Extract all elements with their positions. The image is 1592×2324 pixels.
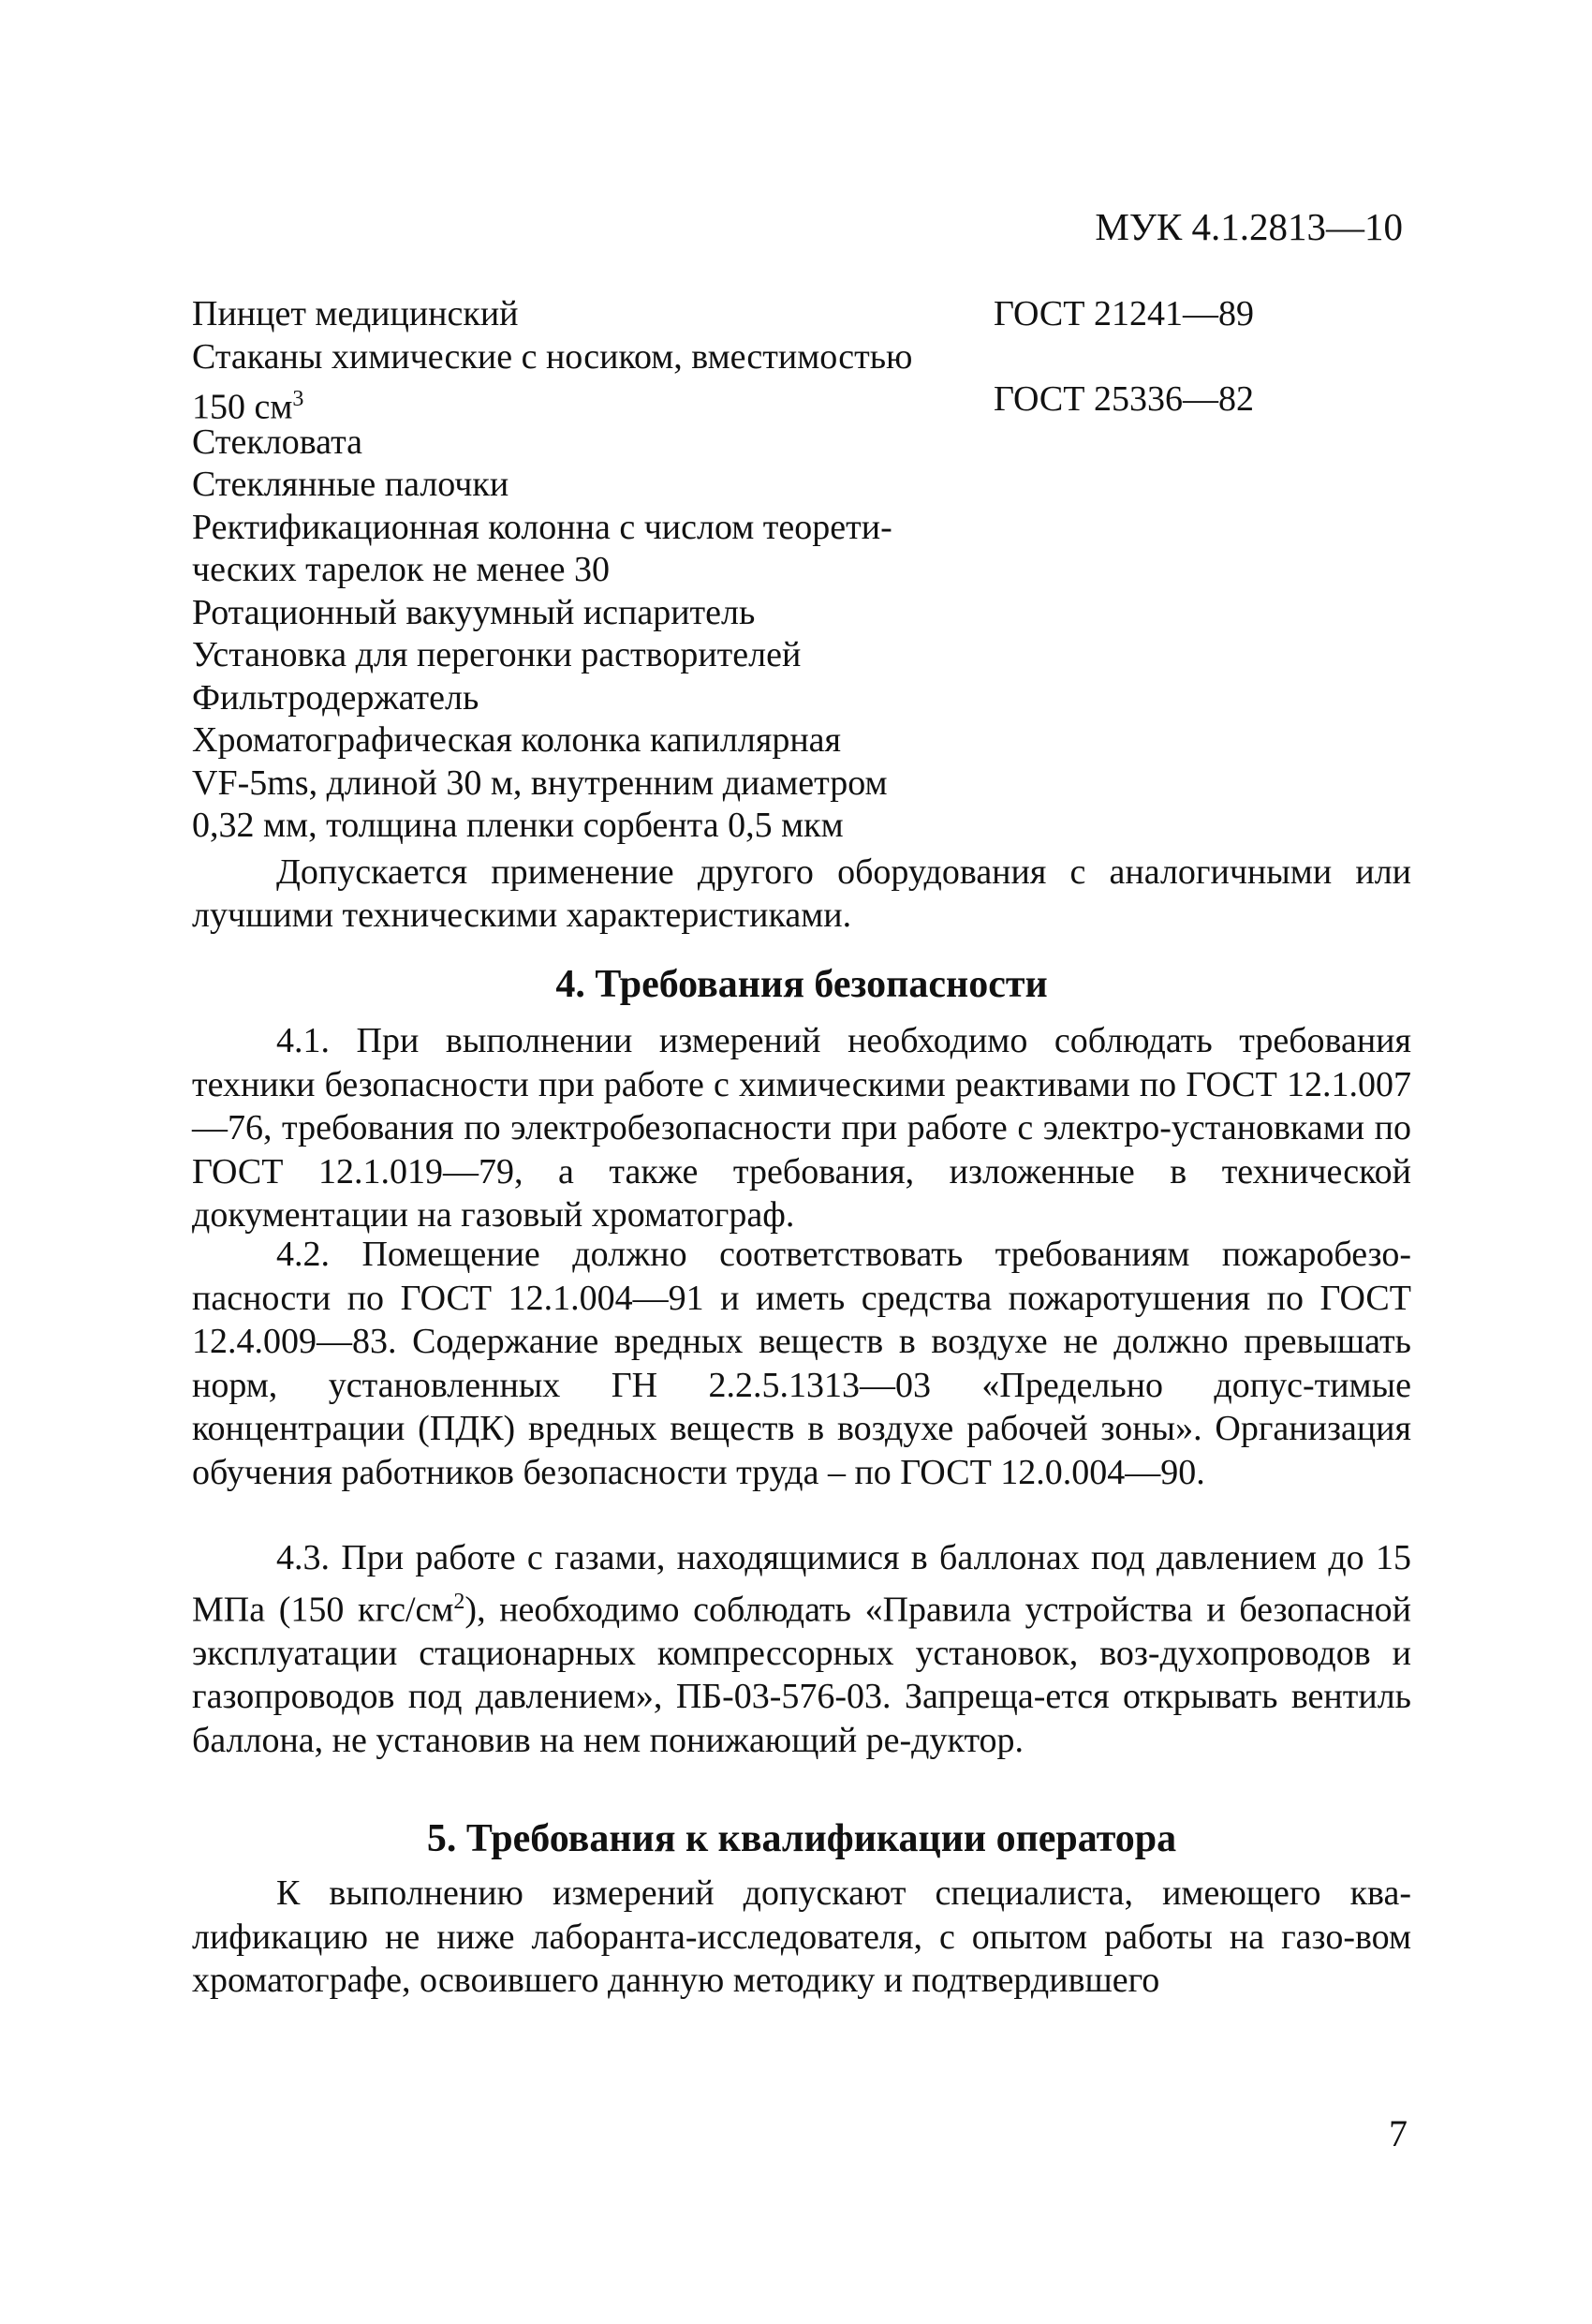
equipment-item: [192, 805, 1222, 848]
equipment-item: [192, 634, 1222, 677]
paragraph-4-3-part-1: 4.3. При работе с газами, находящимися в баллонах под давлением до 15 МПа (150 кгс/см: [192, 1538, 1411, 1630]
equipment-item: [192, 677, 1222, 720]
equipment-item: [192, 507, 1222, 550]
section-4-heading: 4. Требования безопасности: [555, 963, 1048, 1006]
equipment-gost: ГОСТ 21241—89: [994, 294, 1254, 333]
equipment-item: [192, 422, 1222, 465]
paragraph-4-3: [192, 1536, 1411, 1762]
paragraph-5: К выполнению измерений допускают специалиста, имеющего ква-лификацию не ниже лаборанта-исследователя, с опытом работы на газо-вом хроматографе, освоившего данную методику и подтвердившего: [192, 1873, 1411, 2000]
section-5-heading: 5. Требования к квалификации оператора: [426, 1817, 1177, 1860]
equipment-name: ческих тарелок не менее 30: [192, 550, 610, 589]
equipment-name: Пинцет медицинский: [192, 294, 519, 333]
superscript: 3: [292, 387, 304, 411]
document-code: МУК 4.1.2813—10: [1095, 205, 1403, 248]
equipment-name: Стеклянные палочки: [192, 465, 509, 504]
equipment-name: Стекловата: [192, 422, 363, 462]
equipment-name: 150 см: [192, 387, 293, 427]
paragraph-4-3-part-2: ), необходимо соблюдать «Правила устройства и безопасной эксплуатации стационарных компрессорных установок, воз-духопроводов и газопроводов под давлением», ПБ-03-576-03. Запреща-ется открывать вентиль баллона, не установив на нем понижающий ре-дуктор.: [192, 1590, 1411, 1760]
superscript: 2: [453, 1589, 465, 1614]
equipment-name: Установка для перегонки растворителей: [192, 635, 802, 674]
equipment-note: Допускается применение другого оборудования с аналогичными или лучшими техническими характеристиками.: [192, 852, 1411, 935]
equipment-list: [192, 293, 1254, 848]
equipment-name: Фильтродержатель: [192, 677, 479, 718]
equipment-name: Ротационный вакуумный испаритель: [192, 592, 756, 632]
equipment-name: Хроматографическая колонка капиллярная: [192, 720, 842, 760]
equipment-item: [192, 592, 1222, 635]
equipment-item: [192, 293, 1254, 336]
paragraph-4-1: 4.1. При выполнении измерений необходимо соблюдать требования техники безопасности при работе с химическими реактивами по ГОСТ 12.1.007—76, требования по электробезопасности при работе с электро-установками по ГОСТ 12.1.019—79, а также требования, изложенные в технической документации на газовый хроматограф.: [192, 1021, 1411, 1235]
equipment-name: Ректификационная колонна с числом теорети-: [192, 507, 892, 547]
equipment-item: [192, 336, 1222, 379]
equipment-name: 0,32 мм, толщина пленки сорбента 0,5 мкм: [192, 806, 844, 845]
paragraph-4-2: 4.2. Помещение должно соответствовать требованиям пожаробезо-пасности по ГОСТ 12.1.004—91 и иметь средства пожаротушения по ГОСТ 12.4.009—83. Содержание вредных веществ в воздухе не должно превышать норм, установленных ГН 2.2.5.1313—03 «Предельно допус-тимые концентрации (ПДК) вредных веществ в воздухе рабочей зоны». Организация обучения работников безопасности труда – по ГОСТ 12.0.004—90.: [192, 1235, 1411, 1492]
equipment-item: [192, 719, 1222, 762]
equipment-name: VF-5ms, длиной 30 м, внутренним диаметром: [192, 762, 888, 803]
equipment-item: [192, 762, 1222, 806]
equipment-item: [192, 464, 1222, 507]
equipment-item: [192, 378, 1254, 427]
equipment-name: Стаканы химические с носиком, вместимостью: [192, 336, 913, 377]
equipment-item: [192, 549, 1222, 592]
equipment-gost: ГОСТ 25336—82: [994, 379, 1254, 419]
page-number: 7: [1389, 2112, 1408, 2154]
